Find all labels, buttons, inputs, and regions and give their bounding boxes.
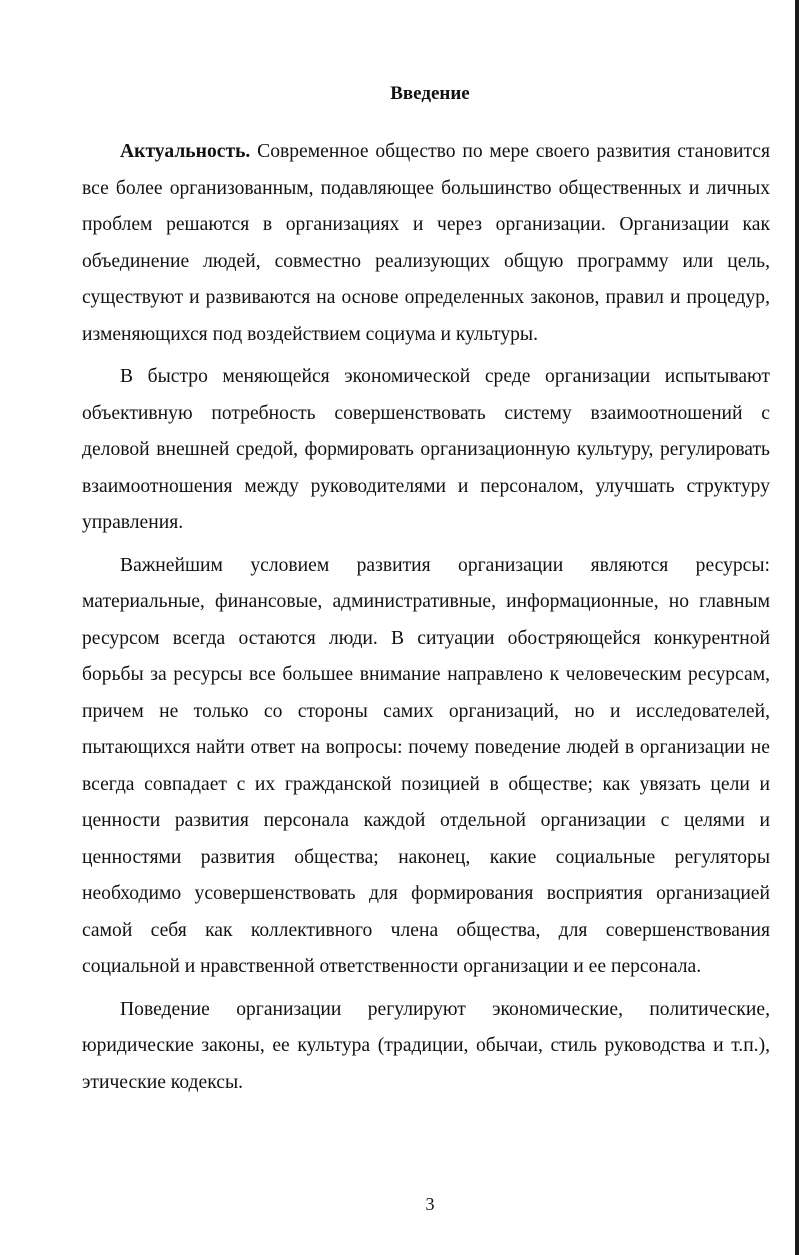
paragraph-text: Важнейшим условием развития организации являются ресурсы: материальные, финансовые, административные, информационные, но главным ресурсом всегда остаются люди. В ситуации обостряющейся конкурентной борьбы за ресурсы все большее внимание направлено к человеческим ресурсам, причем не только со стороны самих организаций, но и исследователей, пытающихся найти ответ на вопросы: почему поведение людей в организации не всегда совпадает с их гражданской позицией в обществе; как увязать цели и ценности развития персонала каждой отдельной организации с целями и ценностями развития общества; наконец, какие социальные регуляторы необходимо усовершенствовать для формирования восприятия организацией самой себя как коллективного члена общества, для совершенствования социальной и нравственной ответственности организации и ее персонала. <box>82 554 770 977</box>
page-number: 3 <box>425 1194 435 1214</box>
body-text <box>82 134 770 1107</box>
scan-edge-mark <box>795 0 799 1255</box>
paragraph-lead-term: Актуальность. <box>120 141 251 162</box>
paragraph-relevance <box>82 134 770 353</box>
paragraph <box>82 992 770 1102</box>
paragraph-text: Поведение организации регулируют экономические, политические, юридические законы, ее культура (традиции, обычаи, стиль руководства и т.п.), этические кодексы. <box>82 998 770 1093</box>
paragraph-text: Современное общество по мере своего развития становится все более организованным, подавляющее большинство общественных и личных проблем решаются в организациях и через организации. Организации как объединение людей, совместно реализующих общую программу или цель, существуют и развиваются на основе определенных законов, правил и процедур, изменяющихся под воздействием социума и культуры. <box>82 141 770 345</box>
page-title: Введение <box>390 83 470 104</box>
paragraph-text: В быстро меняющейся экономической среде организации испытывают объективную потребность совершенствовать систему взаимоотношений с деловой внешней средой, формировать организационную культуру, регулировать взаимоотношения между руководителями и персоналом, улучшать структуру управления. <box>82 366 770 533</box>
paragraph <box>82 359 770 542</box>
paragraph <box>82 548 770 986</box>
